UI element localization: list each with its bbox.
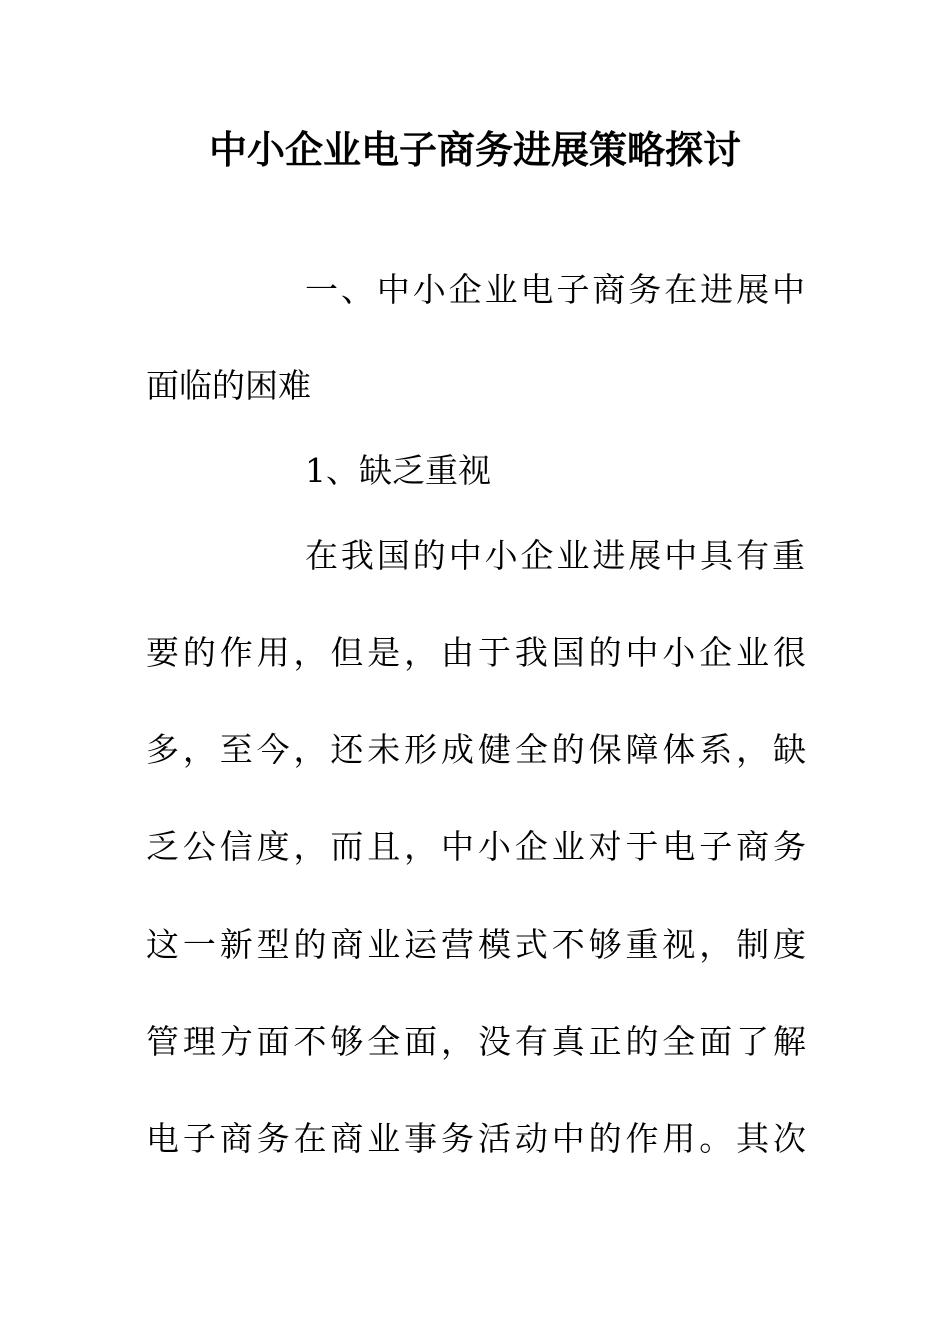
subsection-heading: 1、缺乏重视 <box>305 451 491 490</box>
paragraph-line: 电子商务在商业事务活动中的作用。其次 <box>146 1119 806 1158</box>
section-heading-line-2: 面临的困难 <box>146 366 311 405</box>
paragraph-line: 多，至今，还未形成健全的保障体系，缺 <box>146 730 806 769</box>
paragraph-line: 乏公信度，而且，中小企业对于电子商务 <box>146 827 806 866</box>
paragraph-line: 管理方面不够全面，没有真正的全面了解 <box>146 1022 806 1061</box>
paragraph-line: 在我国的中小企业进展中具有重 <box>305 536 805 575</box>
section-heading-line-1: 一、中小企业电子商务在进展中 <box>305 270 805 309</box>
document-title: 中小企业电子商务进展策略探讨 <box>208 128 741 172</box>
paragraph-line: 要的作用，但是，由于我国的中小企业很 <box>146 633 806 672</box>
paragraph-line: 这一新型的商业运营模式不够重视，制度 <box>146 925 806 964</box>
